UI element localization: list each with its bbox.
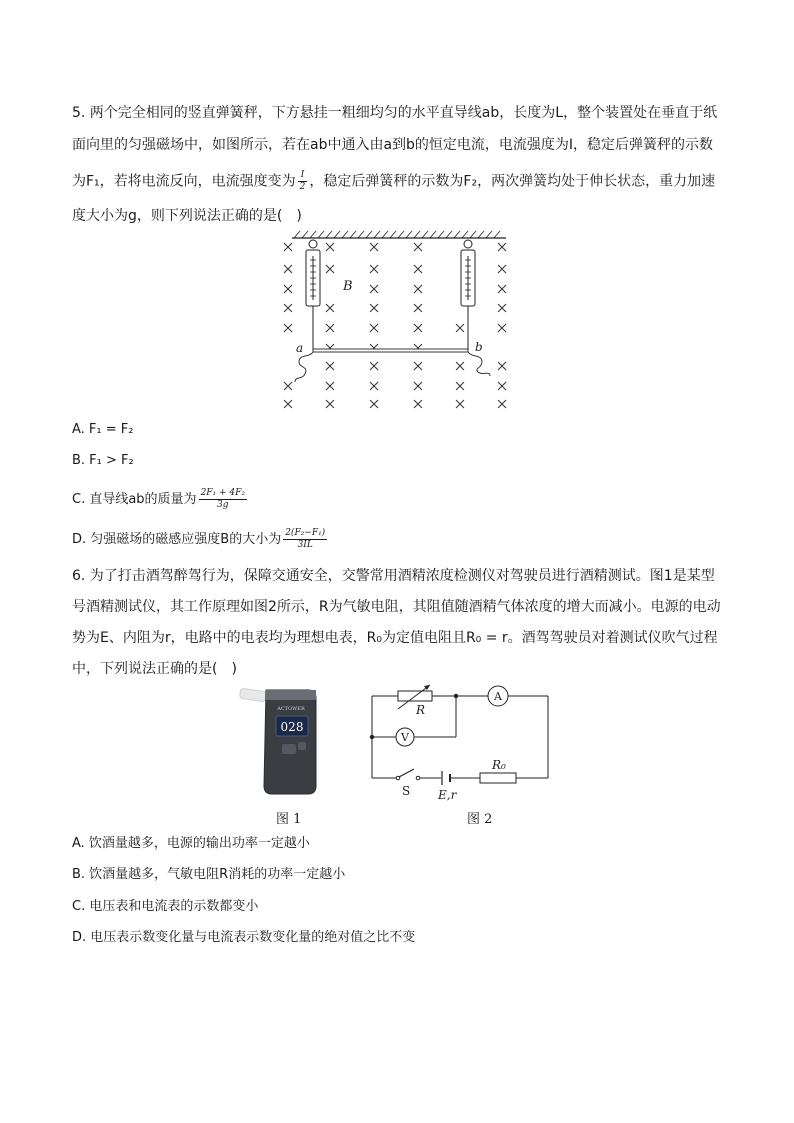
q5-line-1: 5. 两个完全相同的竖直弹簧秤，下方悬挂一粗细均匀的水平直导线ab，长度为L，整个装置处在垂直于纸 [72, 105, 718, 121]
q6-option-b: B. 饮酒量越多，气敏电阻R消耗的功率一定越小 [72, 867, 346, 882]
q5-option-c-den: 3g [217, 500, 229, 510]
q6-line-1: 6. 为了打击酒驾醉驾行为，保障交通安全，交警常用酒精浓度检测仪对驾驶员进行酒精测试。图1是某型 [72, 568, 715, 584]
q5-option-c-text: C. 直导线ab的质量为 [72, 492, 197, 507]
q5-option-d-num: 2(F₂−F₁) [285, 528, 326, 538]
q5-frac-den: 2 [299, 182, 306, 192]
q5-line-4: 度大小为g，则下列说法正确的是( ) [72, 208, 302, 224]
right-spring-scale [461, 240, 475, 350]
q5-option-b: B. F₁ > F₂ [72, 453, 134, 468]
label-Er: E,r [438, 788, 457, 802]
label-A: A [494, 690, 502, 703]
q6-line-3: 势为E、内阻为r，电路中的电表均为理想电表，R₀为定值电阻且R₀ = r。酒驾驾驶员对着测试仪吹气过程 [72, 630, 718, 646]
label-R0: R₀ [492, 758, 506, 772]
q5-current-fraction [298, 170, 308, 193]
q6-option-a: A. 饮酒量越多，电源的输出功率一定越小 [72, 836, 310, 851]
q5-option-d [72, 528, 329, 551]
q5-frac-num: I [298, 170, 308, 182]
resistor-R0 [480, 773, 516, 783]
fig1-caption: 图 1 [276, 812, 302, 827]
q5-option-a: A. F₁ = F₂ [72, 422, 134, 437]
q5-option-d-den: 3IL [297, 540, 313, 550]
label-S: S [402, 784, 411, 798]
q6-line-4: 中，下列说法正确的是( ) [72, 661, 237, 677]
q5-line-3 [72, 170, 715, 193]
q5-option-d-text: D. 匀强磁场的磁感应强度B的大小为 [72, 532, 282, 547]
q5-line-3-b: ，稳定后弹簧秤的示数为F₂，两次弹簧均处于伸长状态，重力加速 [309, 173, 716, 190]
q5-option-c-num: 2F₁ + 4F₂ [200, 488, 245, 498]
device-display-text: 028 [280, 720, 304, 734]
circuit-diagram [368, 683, 554, 803]
breathalyzer-device-image [236, 686, 326, 796]
q5-option-c-fraction [199, 488, 247, 511]
label-B: B [343, 279, 353, 294]
label-b: b [475, 340, 483, 354]
q5-line-3-a: 为F₁，若将电流反向，电流强度变为 [72, 173, 296, 190]
label-V: V [401, 731, 409, 744]
q5-magnetic-field-figure [276, 228, 520, 414]
q6-line-2: 号酒精测试仪，其工作原理如图2所示，R为气敏电阻，其阻值随酒精气体浓度的增大而减小。电源的电动 [72, 599, 721, 615]
wire-ab [313, 349, 468, 352]
q6-option-d: D. 电压表示数变化量与电流表示数变化量的绝对值之比不变 [72, 930, 416, 945]
fig2-caption: 图 2 [467, 812, 493, 827]
device-brand-text: ACTOWER [277, 706, 305, 712]
label-a: a [296, 341, 304, 355]
label-R: R [416, 703, 426, 717]
q6-option-c: C. 电压表和电流表的示数都变小 [72, 899, 259, 914]
q5-line-2: 面向里的匀强磁场中，如图所示，若在ab中通入由a到b的恒定电流，电流强度为I，稳定后弹簧秤的示数 [72, 137, 714, 153]
left-spring-scale [306, 240, 320, 350]
q5-option-c [72, 488, 249, 511]
q5-option-d-fraction [283, 528, 327, 551]
